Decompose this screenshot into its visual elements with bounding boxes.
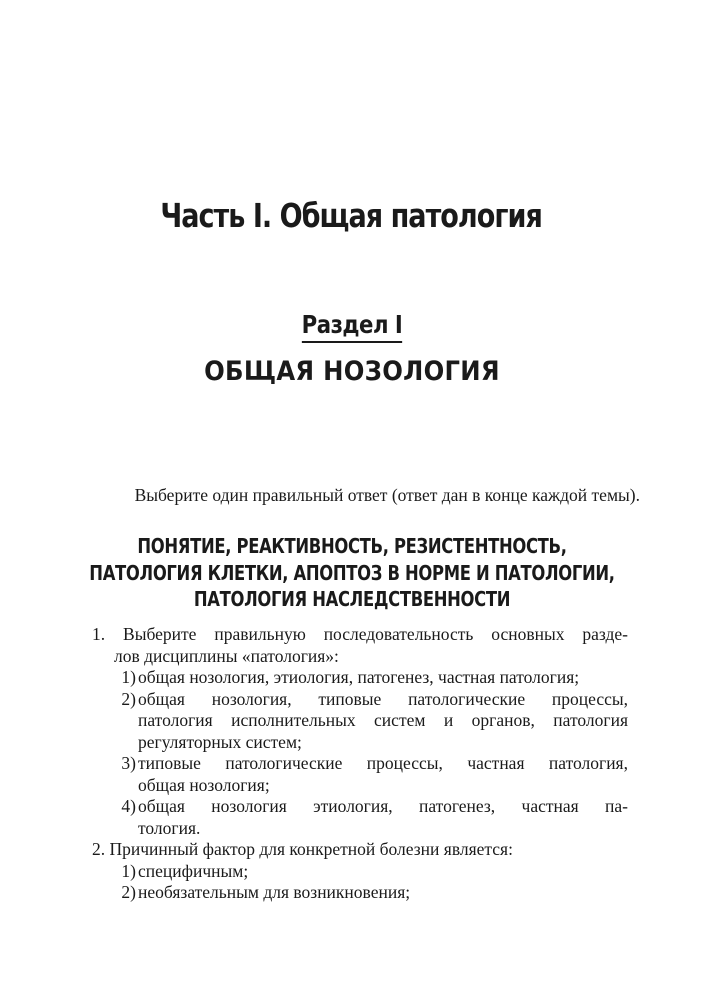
question-text-line: [92, 624, 628, 646]
question-text-line: [92, 839, 628, 861]
option-number: 1): [121, 667, 136, 687]
topic-heading: [63, 533, 640, 613]
section-label: [53, 310, 651, 339]
option-text-line: тология.: [138, 817, 201, 838]
answer-option: [92, 882, 628, 904]
question-text-line: лов дисциплины «патология»:: [114, 645, 339, 666]
option-text: общая нозология, типовые патологические процессы,: [138, 688, 628, 709]
answer-option: [92, 861, 628, 883]
topic-heading-line: ПАТОЛОГИЯ НАСЛЕДСТВЕННОСТИ: [193, 587, 511, 611]
option-number: 2): [121, 688, 136, 709]
answer-option: [92, 796, 628, 818]
section-label-text: Раздел I: [302, 310, 403, 343]
option-text: специфичным;: [138, 860, 249, 881]
option-text-line: регуляторных систем;: [138, 731, 302, 752]
option-text-line: патология исполнительных систем и органов, патология: [138, 710, 628, 730]
question-2: [92, 839, 628, 904]
question-text: Выберите правильную последовательность основных разде-: [123, 624, 628, 644]
option-text: типовые патологические процессы, частная патология,: [138, 753, 628, 773]
question-list: [92, 624, 628, 904]
option-text: необязательным для возникновения;: [138, 882, 411, 902]
option-number: 4): [121, 796, 136, 816]
question-1: [92, 624, 628, 839]
topic-heading-line: ПОНЯТИЕ, РЕАКТИВНОСТЬ, РЕЗИСТЕНТНОСТЬ,: [137, 534, 567, 558]
question-number: 1.: [92, 624, 106, 644]
question-number: 2.: [92, 839, 106, 859]
option-number: 2): [121, 882, 136, 902]
section-title: ОБЩАЯ НОЗОЛОГИЯ: [204, 356, 500, 387]
option-text: общая нозология этиология, патогенез, частная па-: [138, 796, 628, 816]
option-text-line: общая нозология;: [138, 774, 270, 795]
answer-option: [92, 753, 628, 775]
option-text: общая нозология, этиология, патогенез, частная патология;: [138, 667, 580, 687]
answer-option: [92, 689, 628, 711]
option-number: 3): [121, 753, 136, 773]
answer-option: [92, 667, 628, 689]
topic-heading-line: ПАТОЛОГИЯ КЛЕТКИ, АПОПТОЗ В НОРМЕ И ПАТОЛОГИИ,: [89, 560, 615, 585]
instruction-text: Выберите один правильный ответ (ответ дан в конце каждой темы).: [134, 485, 640, 505]
part-title: Часть I. Общая патология: [160, 196, 542, 235]
question-text: Причинный фактор для конкретной болезни является:: [109, 839, 513, 859]
option-number: 1): [121, 860, 136, 881]
